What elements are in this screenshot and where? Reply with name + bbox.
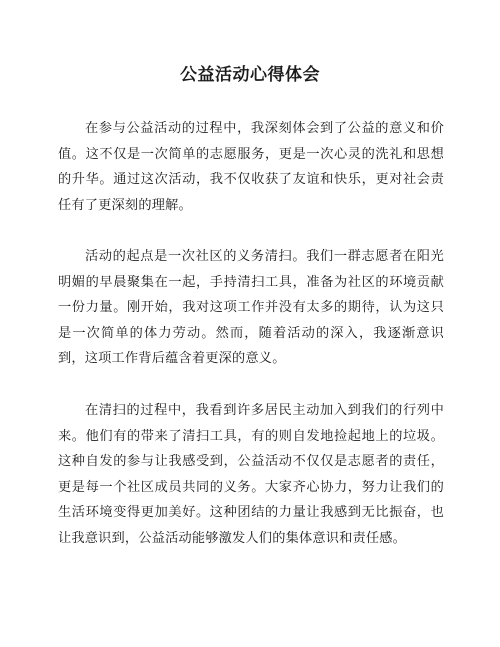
document-title: 公益活动心得体会 [180, 65, 320, 85]
paragraph-1: 在参与公益活动的过程中，我深刻体会到了公益的意义和价值。这不仅是一次简单的志愿服务，更是一次心灵的洗礼和思想的升华。通过这次活动，我不仅收获了友谊和快乐，更对社会责任有了更深刻的理解。 [58, 121, 444, 213]
paragraph-3: 在清扫的过程中，我看到许多居民主动加入到我们的行列中来。他们有的带来了清扫工具，有的则自发地捡起地上的垃圾。这种自发的参与让我感受到，公益活动不仅仅是志愿者的责任，更是每一个社区成员共同的义务。大家齐心协力，努力让我们的生活环境变得更加美好。这种团结的力量让我感到无比振奋，也让我意识到，公益活动能够激发人们的集体意识和责任感。 [58, 403, 444, 546]
paragraph-2: 活动的起点是一次社区的义务清扫。我们一群志愿者在阳光明媚的早晨聚集在一起，手持清扫工具，准备为社区的环境贡献一份力量。刚开始，我对这项工作并没有太多的期待，认为这只是一次简单的体力劳动。然而，随着活动的深入，我逐渐意识到，这项工作背后蕴含着更深的意义。 [58, 249, 444, 366]
